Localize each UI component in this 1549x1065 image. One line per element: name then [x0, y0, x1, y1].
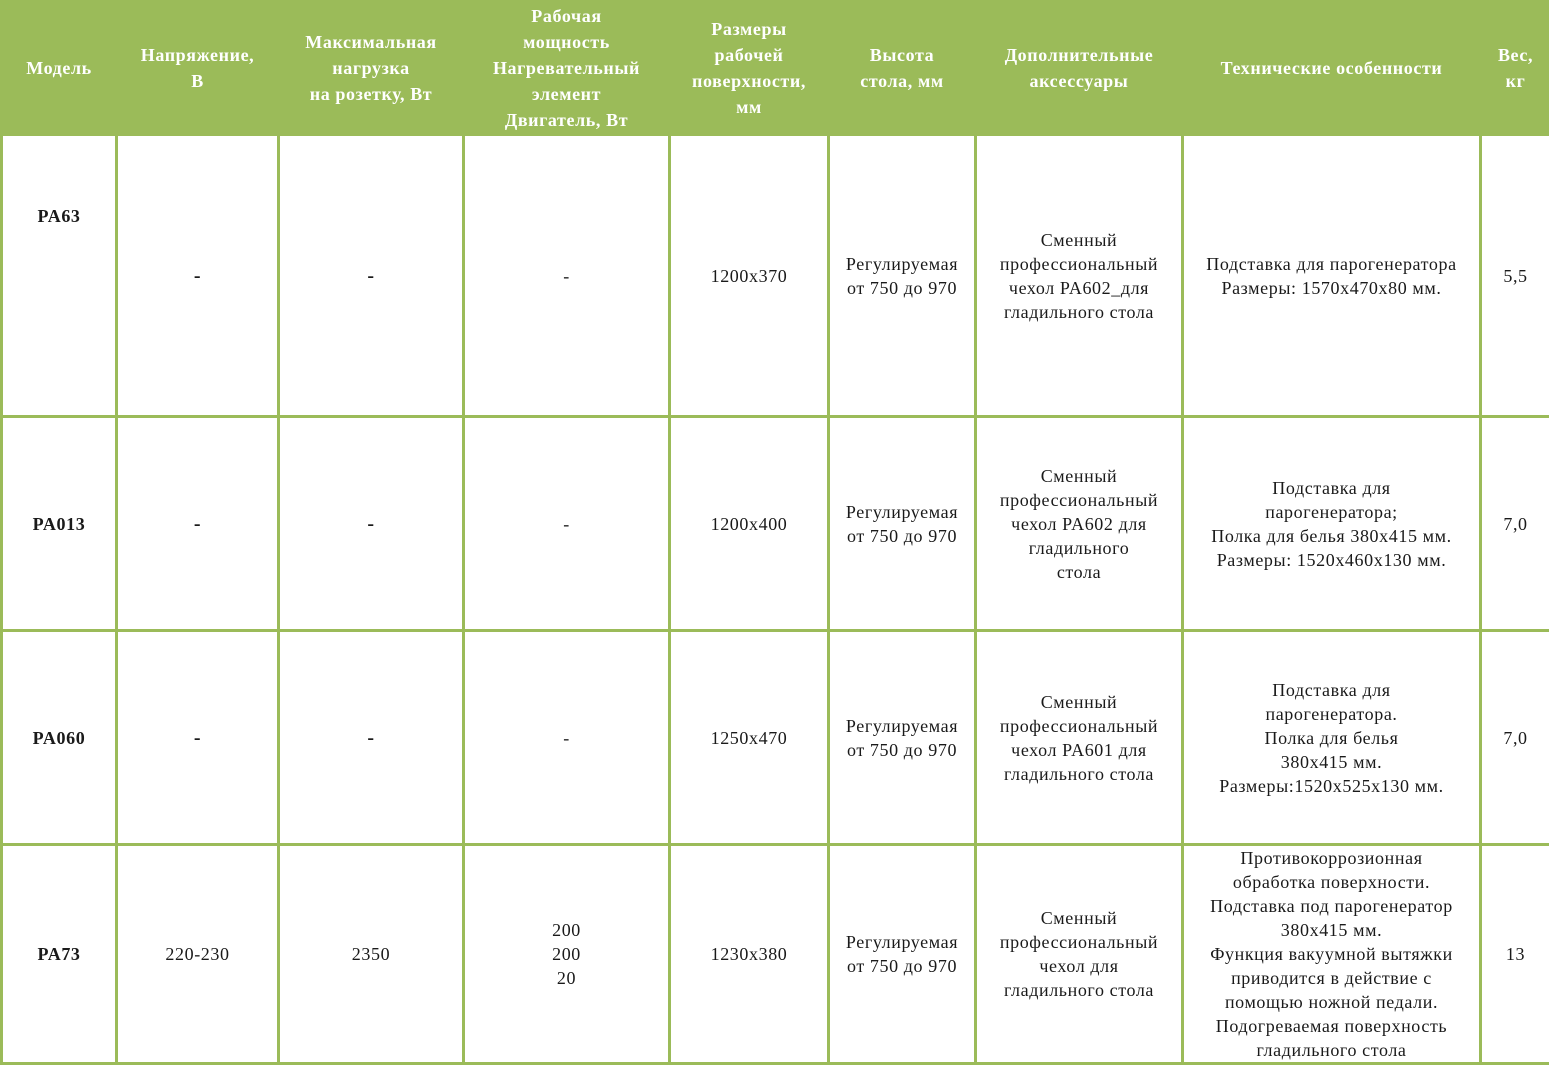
- cell-voltage: -: [117, 417, 279, 631]
- header-model: Модель: [2, 2, 117, 135]
- cell-table-height: Регулируемая от 750 до 970: [829, 845, 976, 1064]
- cell-max-load: -: [279, 135, 464, 417]
- cell-max-load: 2350: [279, 845, 464, 1064]
- cell-power: -: [464, 135, 670, 417]
- header-max-load: Максимальная нагрузка на розетку, Вт: [279, 2, 464, 135]
- cell-accessories: Сменный профессиональный чехол PA601 для гладильного стола: [976, 631, 1183, 845]
- cell-surface-size: 1200x370: [670, 135, 829, 417]
- cell-features: Подставка для парогенератора. Полка для белья 380x415 мм. Размеры:1520x525x130 мм.: [1183, 631, 1481, 845]
- cell-features: Противокоррозионная обработка поверхности. Подставка под парогенератор 380x415 мм. Функция вакуумной вытяжки приводится в действие с помощью ножной педали. Подогреваемая поверхность гладильного стола: [1183, 845, 1481, 1064]
- cell-accessories: Сменный профессиональный чехол для гладильного стола: [976, 845, 1183, 1064]
- header-voltage: Напряжение, В: [117, 2, 279, 135]
- cell-table-height: Регулируемая от 750 до 970: [829, 135, 976, 417]
- cell-model: PA013: [2, 417, 117, 631]
- cell-surface-size: 1200x400: [670, 417, 829, 631]
- header-features: Технические особенности: [1183, 2, 1481, 135]
- table-row: [2, 135, 1549, 417]
- header-table-height: Высота стола, мм: [829, 2, 976, 135]
- cell-power: -: [464, 417, 670, 631]
- cell-surface-size: 1230x380: [670, 845, 829, 1064]
- cell-weight: 7,0: [1481, 417, 1549, 631]
- cell-model: PA63: [2, 135, 117, 417]
- cell-model: PA060: [2, 631, 117, 845]
- cell-voltage: 220-230: [117, 845, 279, 1064]
- cell-power: 200 200 20: [464, 845, 670, 1064]
- header-weight: Вес, кг: [1481, 2, 1549, 135]
- cell-surface-size: 1250x470: [670, 631, 829, 845]
- cell-voltage: -: [117, 631, 279, 845]
- cell-features: Подставка для парогенератора; Полка для белья 380x415 мм. Размеры: 1520x460x130 мм.: [1183, 417, 1481, 631]
- cell-max-load: -: [279, 417, 464, 631]
- header-power: Рабочая мощность Нагревательный элемент Двигатель, Вт: [464, 2, 670, 135]
- cell-features: Подставка для парогенератора Размеры: 1570x470x80 мм.: [1183, 135, 1481, 417]
- cell-table-height: Регулируемая от 750 до 970: [829, 417, 976, 631]
- cell-weight: 5,5: [1481, 135, 1549, 417]
- cell-model: PA73: [2, 845, 117, 1064]
- cell-accessories: Сменный профессиональный чехол PA602 для гладильного стола: [976, 417, 1183, 631]
- table-row: [2, 845, 1549, 1064]
- cell-power: -: [464, 631, 670, 845]
- cell-voltage: -: [117, 135, 279, 417]
- cell-weight: 13: [1481, 845, 1549, 1064]
- cell-weight: 7,0: [1481, 631, 1549, 845]
- table-row: [2, 417, 1549, 631]
- cell-max-load: -: [279, 631, 464, 845]
- header-surface-size: Размеры рабочей поверхности, мм: [670, 2, 829, 135]
- table-row: [2, 631, 1549, 845]
- header-accessories: Дополнительные аксессуары: [976, 2, 1183, 135]
- cell-table-height: Регулируемая от 750 до 970: [829, 631, 976, 845]
- header-row: [2, 2, 1549, 135]
- cell-accessories: Сменный профессиональный чехол PA602_для гладильного стола: [976, 135, 1183, 417]
